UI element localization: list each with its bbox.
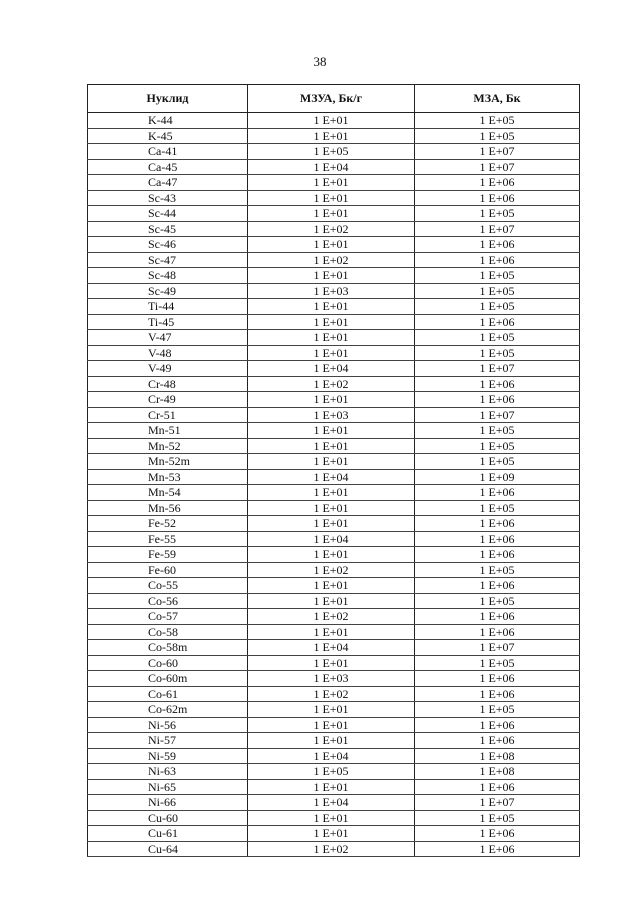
table-row	[88, 717, 580, 733]
nuclide-cell: Sc-49	[88, 283, 248, 299]
nuclide-cell: Sc-47	[88, 252, 248, 268]
header-row	[88, 85, 580, 113]
nuclide-cell: Ca-47	[88, 175, 248, 191]
specific-activity-cell: 1 E+04	[248, 640, 415, 656]
table-row	[88, 330, 580, 346]
nuclide-cell: Cr-48	[88, 376, 248, 392]
specific-activity-cell: 1 E+01	[248, 655, 415, 671]
nuclide-cell: Sc-43	[88, 190, 248, 206]
nuclide-cell: Co-62m	[88, 702, 248, 718]
activity-cell: 1 E+06	[415, 779, 580, 795]
nuclide-cell: Ni-57	[88, 733, 248, 749]
nuclide-cell: Cu-64	[88, 841, 248, 857]
table-row	[88, 686, 580, 702]
nuclide-cell: Co-61	[88, 686, 248, 702]
activity-cell: 1 E+05	[415, 500, 580, 516]
table-row	[88, 361, 580, 377]
nuclide-cell: Fe-52	[88, 516, 248, 532]
table-row	[88, 423, 580, 439]
table-row	[88, 485, 580, 501]
activity-cell: 1 E+05	[415, 593, 580, 609]
table-row	[88, 252, 580, 268]
specific-activity-cell: 1 E+01	[248, 547, 415, 563]
specific-activity-cell: 1 E+03	[248, 671, 415, 687]
specific-activity-cell: 1 E+05	[248, 144, 415, 160]
activity-cell: 1 E+05	[415, 810, 580, 826]
nuclide-cell: V-49	[88, 361, 248, 377]
specific-activity-cell: 1 E+01	[248, 190, 415, 206]
specific-activity-cell: 1 E+01	[248, 500, 415, 516]
activity-cell: 1 E+06	[415, 485, 580, 501]
table-row	[88, 655, 580, 671]
nuclide-cell: Sc-48	[88, 268, 248, 284]
table-row	[88, 128, 580, 144]
nuclide-cell: Ti-44	[88, 299, 248, 315]
table-row	[88, 221, 580, 237]
specific-activity-cell: 1 E+01	[248, 733, 415, 749]
activity-cell: 1 E+05	[415, 438, 580, 454]
activity-cell: 1 E+06	[415, 252, 580, 268]
nuclide-cell: Co-57	[88, 609, 248, 625]
specific-activity-cell: 1 E+01	[248, 454, 415, 470]
activity-cell: 1 E+05	[415, 268, 580, 284]
table-row	[88, 779, 580, 795]
activity-cell: 1 E+05	[415, 423, 580, 439]
table-row	[88, 609, 580, 625]
table-row	[88, 454, 580, 470]
specific-activity-cell: 1 E+03	[248, 407, 415, 423]
table-row	[88, 516, 580, 532]
specific-activity-cell: 1 E+01	[248, 299, 415, 315]
nuclide-cell: K-44	[88, 113, 248, 129]
nuclide-table	[87, 84, 580, 857]
specific-activity-cell: 1 E+04	[248, 748, 415, 764]
activity-cell: 1 E+07	[415, 221, 580, 237]
activity-cell: 1 E+05	[415, 454, 580, 470]
nuclide-cell: V-47	[88, 330, 248, 346]
specific-activity-cell: 1 E+01	[248, 128, 415, 144]
activity-cell: 1 E+08	[415, 748, 580, 764]
specific-activity-cell: 1 E+01	[248, 330, 415, 346]
specific-activity-cell: 1 E+01	[248, 206, 415, 222]
nuclide-cell: Fe-59	[88, 547, 248, 563]
activity-cell: 1 E+06	[415, 314, 580, 330]
specific-activity-cell: 1 E+01	[248, 438, 415, 454]
specific-activity-cell: 1 E+01	[248, 593, 415, 609]
activity-cell: 1 E+06	[415, 237, 580, 253]
table-row	[88, 593, 580, 609]
nuclide-cell: Ni-63	[88, 764, 248, 780]
specific-activity-cell: 1 E+01	[248, 717, 415, 733]
activity-cell: 1 E+05	[415, 283, 580, 299]
specific-activity-cell: 1 E+05	[248, 764, 415, 780]
nuclide-cell: Fe-55	[88, 531, 248, 547]
table-row	[88, 702, 580, 718]
nuclide-cell: Co-58m	[88, 640, 248, 656]
activity-cell: 1 E+05	[415, 562, 580, 578]
table-row	[88, 283, 580, 299]
table-row	[88, 175, 580, 191]
specific-activity-cell: 1 E+02	[248, 686, 415, 702]
specific-activity-cell: 1 E+01	[248, 702, 415, 718]
activity-cell: 1 E+06	[415, 609, 580, 625]
table-row	[88, 826, 580, 842]
nuclide-cell: Cr-49	[88, 392, 248, 408]
table-row	[88, 748, 580, 764]
nuclide-cell: Mn-54	[88, 485, 248, 501]
activity-cell: 1 E+09	[415, 469, 580, 485]
specific-activity-cell: 1 E+02	[248, 562, 415, 578]
specific-activity-cell: 1 E+04	[248, 531, 415, 547]
specific-activity-cell: 1 E+02	[248, 221, 415, 237]
table-row	[88, 640, 580, 656]
specific-activity-cell: 1 E+01	[248, 826, 415, 842]
table-row	[88, 547, 580, 563]
specific-activity-cell: 1 E+01	[248, 624, 415, 640]
table-row	[88, 206, 580, 222]
specific-activity-cell: 1 E+02	[248, 609, 415, 625]
table-row	[88, 624, 580, 640]
nuclide-cell: Ni-59	[88, 748, 248, 764]
activity-cell: 1 E+06	[415, 624, 580, 640]
table-body	[88, 113, 580, 857]
nuclide-cell: Sc-44	[88, 206, 248, 222]
table-row	[88, 671, 580, 687]
activity-cell: 1 E+06	[415, 547, 580, 563]
activity-cell: 1 E+06	[415, 376, 580, 392]
table-row	[88, 113, 580, 129]
table-row	[88, 795, 580, 811]
specific-activity-cell: 1 E+04	[248, 159, 415, 175]
activity-cell: 1 E+06	[415, 531, 580, 547]
activity-cell: 1 E+06	[415, 175, 580, 191]
nuclide-cell: Cr-51	[88, 407, 248, 423]
specific-activity-cell: 1 E+01	[248, 113, 415, 129]
nuclide-cell: Mn-56	[88, 500, 248, 516]
activity-cell: 1 E+08	[415, 764, 580, 780]
column-header-specific-activity: МЗУА, Бк/г	[248, 85, 415, 113]
activity-cell: 1 E+06	[415, 841, 580, 857]
activity-cell: 1 E+05	[415, 655, 580, 671]
nuclide-cell: Mn-52m	[88, 454, 248, 470]
activity-cell: 1 E+05	[415, 345, 580, 361]
nuclide-cell: Co-55	[88, 578, 248, 594]
specific-activity-cell: 1 E+01	[248, 175, 415, 191]
specific-activity-cell: 1 E+04	[248, 795, 415, 811]
table-row	[88, 407, 580, 423]
table-row	[88, 562, 580, 578]
activity-cell: 1 E+06	[415, 392, 580, 408]
activity-cell: 1 E+05	[415, 113, 580, 129]
table-row	[88, 268, 580, 284]
specific-activity-cell: 1 E+01	[248, 268, 415, 284]
nuclide-cell: Co-60	[88, 655, 248, 671]
table-row	[88, 237, 580, 253]
nuclide-cell: Cu-60	[88, 810, 248, 826]
nuclide-cell: Ti-45	[88, 314, 248, 330]
specific-activity-cell: 1 E+04	[248, 361, 415, 377]
activity-cell: 1 E+07	[415, 407, 580, 423]
table-header	[88, 85, 580, 113]
nuclide-cell: Co-58	[88, 624, 248, 640]
table-row	[88, 531, 580, 547]
nuclide-cell: Cu-61	[88, 826, 248, 842]
specific-activity-cell: 1 E+02	[248, 376, 415, 392]
table-row	[88, 764, 580, 780]
activity-cell: 1 E+05	[415, 330, 580, 346]
table-row	[88, 392, 580, 408]
specific-activity-cell: 1 E+01	[248, 237, 415, 253]
nuclide-cell: Ca-45	[88, 159, 248, 175]
activity-cell: 1 E+07	[415, 640, 580, 656]
activity-cell: 1 E+05	[415, 299, 580, 315]
nuclide-cell: Ni-66	[88, 795, 248, 811]
activity-cell: 1 E+06	[415, 717, 580, 733]
nuclide-cell: Fe-60	[88, 562, 248, 578]
table-row	[88, 733, 580, 749]
specific-activity-cell: 1 E+02	[248, 252, 415, 268]
column-header-nuclide: Нуклид	[88, 85, 248, 113]
activity-cell: 1 E+07	[415, 144, 580, 160]
table-row	[88, 469, 580, 485]
activity-cell: 1 E+07	[415, 361, 580, 377]
activity-cell: 1 E+06	[415, 671, 580, 687]
activity-cell: 1 E+06	[415, 190, 580, 206]
specific-activity-cell: 1 E+03	[248, 283, 415, 299]
nuclide-cell: Ni-65	[88, 779, 248, 795]
specific-activity-cell: 1 E+01	[248, 810, 415, 826]
activity-cell: 1 E+07	[415, 795, 580, 811]
table-row	[88, 299, 580, 315]
nuclide-cell: Ni-56	[88, 717, 248, 733]
table-row	[88, 314, 580, 330]
nuclide-cell: Mn-52	[88, 438, 248, 454]
table-row	[88, 438, 580, 454]
page-number: 38	[313, 54, 327, 69]
activity-cell: 1 E+06	[415, 686, 580, 702]
specific-activity-cell: 1 E+01	[248, 392, 415, 408]
table-row	[88, 500, 580, 516]
specific-activity-cell: 1 E+01	[248, 314, 415, 330]
specific-activity-cell: 1 E+01	[248, 516, 415, 532]
nuclide-cell: Sc-45	[88, 221, 248, 237]
specific-activity-cell: 1 E+04	[248, 469, 415, 485]
nuclide-cell: Ca-41	[88, 144, 248, 160]
specific-activity-cell: 1 E+01	[248, 423, 415, 439]
activity-cell: 1 E+05	[415, 206, 580, 222]
specific-activity-cell: 1 E+01	[248, 485, 415, 501]
specific-activity-cell: 1 E+02	[248, 841, 415, 857]
table-row	[88, 190, 580, 206]
table-row	[88, 841, 580, 857]
nuclide-cell: Co-56	[88, 593, 248, 609]
table-row	[88, 810, 580, 826]
activity-cell: 1 E+06	[415, 516, 580, 532]
nuclide-cell: Mn-53	[88, 469, 248, 485]
nuclide-cell: Sc-46	[88, 237, 248, 253]
specific-activity-cell: 1 E+01	[248, 345, 415, 361]
nuclide-cell: Co-60m	[88, 671, 248, 687]
table-row	[88, 345, 580, 361]
specific-activity-cell: 1 E+01	[248, 779, 415, 795]
table-row	[88, 578, 580, 594]
table-row	[88, 376, 580, 392]
activity-cell: 1 E+07	[415, 159, 580, 175]
table-row	[88, 159, 580, 175]
activity-cell: 1 E+06	[415, 578, 580, 594]
specific-activity-cell: 1 E+01	[248, 578, 415, 594]
activity-cell: 1 E+05	[415, 702, 580, 718]
nuclide-cell: K-45	[88, 128, 248, 144]
activity-cell: 1 E+05	[415, 128, 580, 144]
activity-cell: 1 E+06	[415, 826, 580, 842]
table-row	[88, 144, 580, 160]
nuclide-cell: V-48	[88, 345, 248, 361]
activity-cell: 1 E+06	[415, 733, 580, 749]
nuclide-cell: Mn-51	[88, 423, 248, 439]
column-header-activity: МЗА, Бк	[415, 85, 580, 113]
